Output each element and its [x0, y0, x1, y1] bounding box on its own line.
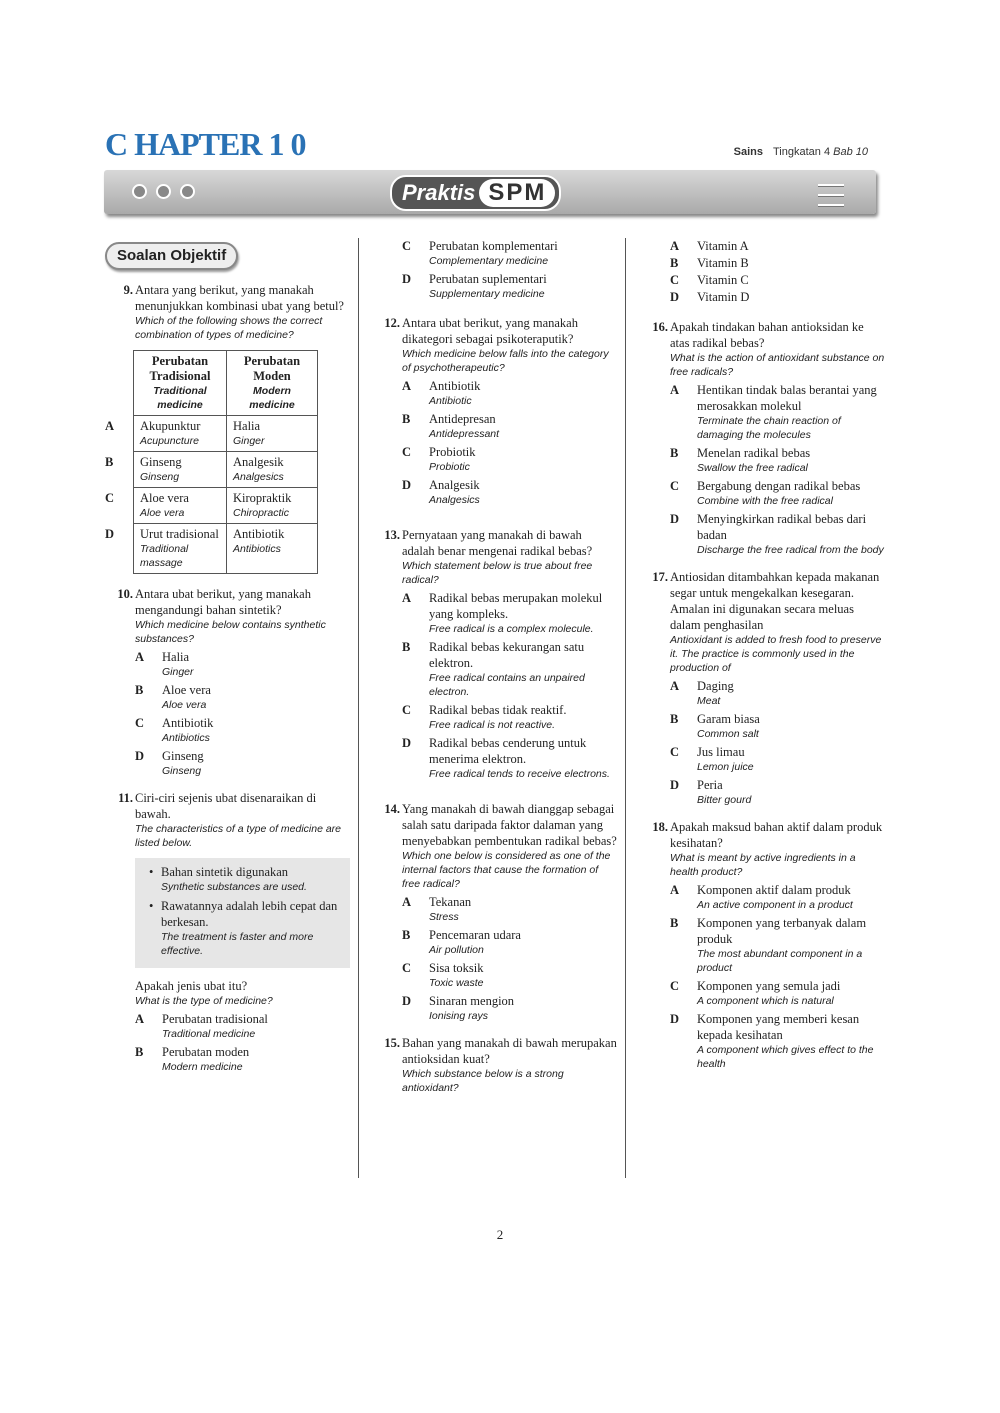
level: Tingkatan 4 [772, 146, 831, 158]
column-divider-1 [358, 238, 359, 1178]
menu-lines-icon [818, 176, 844, 214]
question-15-cont [640, 238, 885, 305]
question-text-en: Which substance below is a strong antioxidant? [402, 1068, 564, 1094]
question-10 [105, 586, 350, 778]
option-d[interactable]: D Vitamin D [670, 290, 750, 304]
page-number: 2 [496, 1227, 504, 1242]
option-c[interactable]: C Probiotik Probiotic [402, 445, 476, 473]
option-d[interactable]: D Peria Bitter gourd [670, 778, 752, 806]
question-text-en: Which statement below is true about free radical? [402, 560, 593, 586]
option-c[interactable]: C Vitamin C [670, 273, 749, 287]
question-text: Antara yang berikut, yang manakah menunjukkan kombinasi ubat yang betul? [135, 283, 344, 313]
question-text: Yang manakah di bawah dianggap sebagai salah satu daripada faktor dalaman yang menyebabkan pembentukan radikal bebas? [402, 802, 617, 848]
option-a[interactable]: A Komponen aktif dalam produk An active component in a product [670, 883, 853, 911]
question-number: 15. [384, 1036, 400, 1050]
question-text-en: Antioxidant is added to fresh food to preserve it. The practice is commonly used in the production of [670, 634, 882, 674]
option-b[interactable]: B Perubatan moden Modern medicine [135, 1045, 250, 1073]
question-text-en: What is meant by active ingredients in a health product? [670, 852, 856, 878]
question-11 [105, 790, 350, 1074]
question-number: 11. [118, 791, 133, 805]
option-c[interactable]: C Perubatan komplementari Complementary medicine [402, 239, 558, 267]
col-traditional-header: Perubatan Tradisional Traditional medicine [134, 351, 227, 416]
question-number: 12. [384, 316, 400, 330]
question-9 [105, 282, 350, 574]
sub-question-en: What is the type of medicine? [135, 995, 273, 1007]
praktis-banner [104, 170, 876, 214]
option-c[interactable]: C Radikal bebas tidak reaktif. Free radical is not reactive. [402, 703, 567, 731]
question-text-en: Which of the following shows the correct combination of types of medicine? [135, 315, 323, 341]
option-b[interactable]: B Aloe vera Aloe vera [135, 683, 211, 711]
option-a[interactable]: A Tekanan Stress [402, 895, 472, 923]
question-text: Antara ubat berikut, yang manakah dikategori sebagai psikoteraputik? [402, 316, 578, 346]
question-text: Antara ubat berikut, yang manakah mengandungi bahan sintetik? [135, 587, 311, 617]
subject-name: Sains [733, 146, 763, 158]
question-15 [372, 1035, 617, 1095]
option-c[interactable]: C Komponen yang semula jadi A component which is natural [670, 979, 841, 1007]
option-c[interactable]: C Bergabung dengan radikal bebas Combine with the free radical [670, 479, 861, 507]
question-number: 18. [652, 820, 668, 834]
logo-praktis: Praktis [402, 180, 476, 205]
question-text-en: Which one below is considered as one of the internal factors that cause the formation of free radical? [402, 850, 611, 890]
option-a[interactable]: A Antibiotik Antibiotic [402, 379, 481, 407]
option-b[interactable]: B Garam biasa Common salt [670, 712, 760, 740]
table-row[interactable]: A Akupunktur Acupuncture Halia Ginger [105, 416, 318, 452]
question-16 [640, 319, 885, 557]
characteristics-box [135, 858, 350, 968]
column-1 [105, 238, 350, 1086]
option-c[interactable]: C Sisa toksik Toxic waste [402, 961, 484, 989]
question-text: Apakah maksud bahan aktif dalam produk kesihatan? [670, 820, 883, 850]
list-item: • Rawatannya adalah lebih cepat dan berkesan. The treatment is faster and more effective. [161, 898, 342, 958]
list-item: • Bahan sintetik digunakan Synthetic substances are used. [161, 864, 342, 894]
medicine-table [105, 350, 318, 574]
question-number: 10. [117, 587, 133, 601]
option-b[interactable]: B Pencemaran udara Air pollution [402, 928, 521, 956]
option-a[interactable]: A Daging Meat [670, 679, 734, 707]
table-row[interactable]: C Aloe vera Aloe vera Kiropraktik Chiropractic [105, 488, 318, 524]
sub-question: Apakah jenis ubat itu? [135, 979, 248, 993]
option-a[interactable]: A Vitamin A [670, 239, 749, 253]
option-b[interactable]: B Menelan radikal bebas Swallow the free radical [670, 446, 811, 474]
question-number: 14. [384, 802, 400, 816]
option-d[interactable]: D Menyingkirkan radikal bebas dari badan Discharge the free radical from the body [670, 512, 884, 556]
option-b[interactable]: B Antidepresan Antidepressant [402, 412, 500, 440]
question-number: 17. [652, 570, 668, 584]
option-b[interactable]: B Radikal bebas kekurangan satu elektron. Free radical contains an unpaired electron. [402, 640, 585, 698]
logo-spm: SPM [479, 179, 555, 207]
option-a[interactable]: A Perubatan tradisional Traditional medicine [135, 1012, 268, 1040]
option-d[interactable]: D Perubatan suplementari Supplementary medicine [402, 272, 547, 300]
chapter-title: C HAPTER 1 0 [105, 126, 306, 162]
option-c[interactable]: C Jus limau Lemon juice [670, 745, 754, 773]
dots-decoration [132, 184, 204, 204]
question-number: 13. [384, 528, 400, 542]
question-18 [640, 819, 885, 1071]
chapter-ref: Bab 10 [833, 146, 868, 158]
table-row[interactable]: B Ginseng Ginseng Analgesik Analgesics [105, 452, 318, 488]
option-a[interactable]: A Halia Ginger [135, 650, 194, 678]
question-text: Apakah tindakan bahan antioksidan ke atas radikal bebas? [670, 320, 864, 350]
praktis-spm-logo [390, 175, 561, 211]
section-badge: Soalan Objektif [105, 242, 238, 270]
question-text-en: Which medicine below falls into the category of psychotherapeutic? [402, 348, 609, 374]
option-d[interactable]: D Ginseng Ginseng [135, 749, 204, 777]
option-d[interactable]: D Sinaran mengion Ionising rays [402, 994, 515, 1022]
question-text-en: Which medicine below contains synthetic substances? [135, 619, 326, 645]
option-d[interactable]: D Analgesik Analgesics [402, 478, 480, 506]
question-14 [372, 801, 617, 1023]
question-17 [640, 569, 885, 807]
option-a[interactable]: A Radikal bebas merupakan molekul yang kompleks. Free radical is a complex molecule. [402, 591, 603, 635]
question-11-cont [372, 238, 617, 301]
question-12 [372, 315, 617, 507]
option-b[interactable]: B Komponen yang terbanyak dalam produk The most abundant component in a product [670, 916, 867, 974]
question-text: Antiosidan ditambahkan kepada makanan segar untuk mengekalkan kesegaran. Amalan ini digunakan secara meluas dalam penghasilan [670, 570, 880, 632]
option-d[interactable]: D Radikal bebas cenderung untuk menerima elektron. Free radical tends to receive electrons. [402, 736, 610, 780]
table-row[interactable]: D Urut tradisional Traditional massage Antibiotik Antibiotics [105, 524, 318, 574]
column-divider-2 [625, 238, 626, 1178]
question-text-en: The characteristics of a type of medicine are listed below. [135, 823, 342, 849]
question-number: 9. [123, 283, 133, 297]
question-text: Pernyataan yang manakah di bawah adalah benar mengenai radikal bebas? [402, 528, 593, 558]
column-2 [372, 238, 617, 1107]
question-text: Ciri-ciri sejenis ubat disenaraikan di bawah. [135, 791, 317, 821]
column-3 [640, 238, 885, 1083]
option-b[interactable]: B Vitamin B [670, 256, 749, 270]
question-number: 16. [652, 320, 668, 334]
option-a[interactable]: A Hentikan tindak balas berantai yang merosakkan molekul Terminate the chain reaction of damaging the molecules [670, 383, 877, 441]
subject-line [734, 146, 868, 158]
question-text: Bahan yang manakah di bawah merupakan antioksidan kuat? [402, 1036, 617, 1066]
option-c[interactable]: C Antibiotik Antibiotics [135, 716, 214, 744]
option-d[interactable]: D Komponen yang memberi kesan kepada kesihatan A component which gives effect to the health [670, 1012, 874, 1070]
question-13 [372, 527, 617, 781]
question-text-en: What is the action of antioxidant substance on free radicals? [670, 352, 885, 378]
col-modern-header: Perubatan Moden Modern medicine [227, 351, 318, 416]
